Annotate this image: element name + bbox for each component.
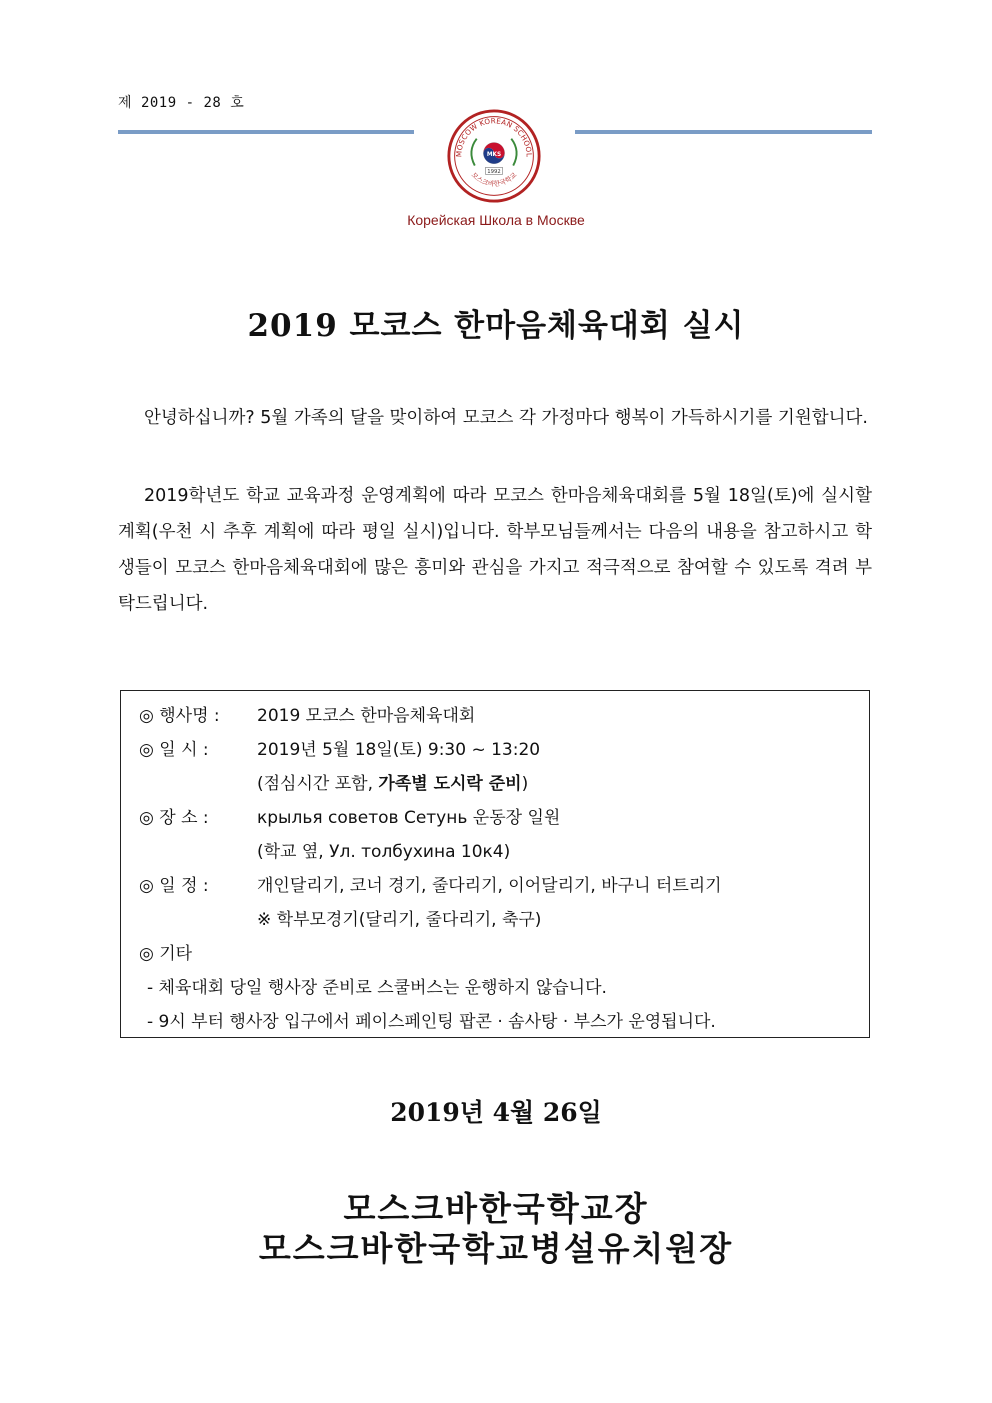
- info-key-datetime: ◎ 일 시 :: [139, 740, 209, 760]
- info-value-event-name: 2019 모코스 한마음체육대회: [257, 706, 476, 726]
- info-row-place: [139, 803, 560, 828]
- logo-center-text: MKS: [486, 152, 502, 158]
- info-row-etc: [139, 939, 192, 964]
- info-value-place: крылья советов Сетунь 운동장 일원: [257, 808, 561, 828]
- info-note-booths: - 9시 부터 행사장 입구에서 페이스페인팅 팝콘 · 솜사탕 · 부스가 운영됩니다.: [147, 1012, 716, 1032]
- info-row-event-name: [139, 701, 475, 726]
- header-rule-left: [118, 130, 414, 134]
- info-sub-datetime: [257, 769, 528, 794]
- info-sub-place: (학교 옆, Ул. толбухина 10к4): [257, 842, 511, 862]
- header-rule-right: [575, 130, 872, 134]
- paragraph-greeting: 안녕하십니까? 5월 가족의 달을 맞이하여 모코스 각 가정마다 행복이 가득하시기를 기원합니다.: [144, 408, 868, 428]
- info-value-datetime: 2019년 5월 18일(토) 9:30 ~ 13:20: [257, 740, 541, 760]
- info-key-place: ◎ 장 소 :: [139, 808, 209, 828]
- info-sub-datetime-suffix: ): [521, 774, 529, 794]
- logo-ring-text: MOSCOW KOREAN SCHOOL: [454, 116, 534, 158]
- info-note-bus: - 체육대회 당일 행사장 준비로 스쿨버스는 운행하지 않습니다.: [147, 978, 607, 998]
- paragraph-announcement: 2019학년도 학교 교육과정 운영계획에 따라 모코스 한마음체육대회를 5월 18일(토)에 실시할 계획(우천 시 추후 계획에 따라 평일 실시)입니다. 학부모님들께서는 다음의 내용을 참고하시고 학생들이 모코스 한마음체육대회에 많은 흥미와 관심을 가지고 적극적으로 참여할 수 있도록 격려 부탁드립니다.: [118, 486, 872, 614]
- school-name: Корейская Школа в Москве: [407, 212, 585, 228]
- document-number: 제 2019 - 28 호: [118, 95, 245, 111]
- info-key-etc: ◎ 기타: [139, 944, 193, 964]
- info-sub-datetime-bold: 가족별 도시락 준비: [378, 774, 522, 794]
- signature-kindergarten-principal: 모스크바한국학교병설유치원장: [258, 1229, 734, 1268]
- info-key-event-name: ◎ 행사명 :: [139, 706, 220, 726]
- info-row-datetime: [139, 735, 540, 760]
- info-value-schedule: 개인달리기, 코너 경기, 줄다리기, 이어달리기, 바구니 터트리기: [257, 876, 722, 896]
- school-emblem-icon: [446, 108, 542, 204]
- info-key-schedule: ◎ 일 정 :: [139, 876, 209, 896]
- document-date: 2019년 4월 26일: [390, 1098, 602, 1127]
- logo-year: 1992: [487, 168, 501, 175]
- event-info-box: [120, 690, 870, 1038]
- info-row-schedule: [139, 871, 722, 896]
- info-sub-schedule: ※ 학부모경기(달리기, 줄다리기, 축구): [257, 910, 542, 930]
- info-sub-datetime-prefix: (점심시간 포함,: [257, 774, 379, 794]
- signature-principal: 모스크바한국학교장: [343, 1189, 649, 1228]
- page-title: 2019 모코스 한마음체육대회 실시: [247, 308, 745, 344]
- logo-bottom-text: 모스크바한국학교: [469, 170, 519, 189]
